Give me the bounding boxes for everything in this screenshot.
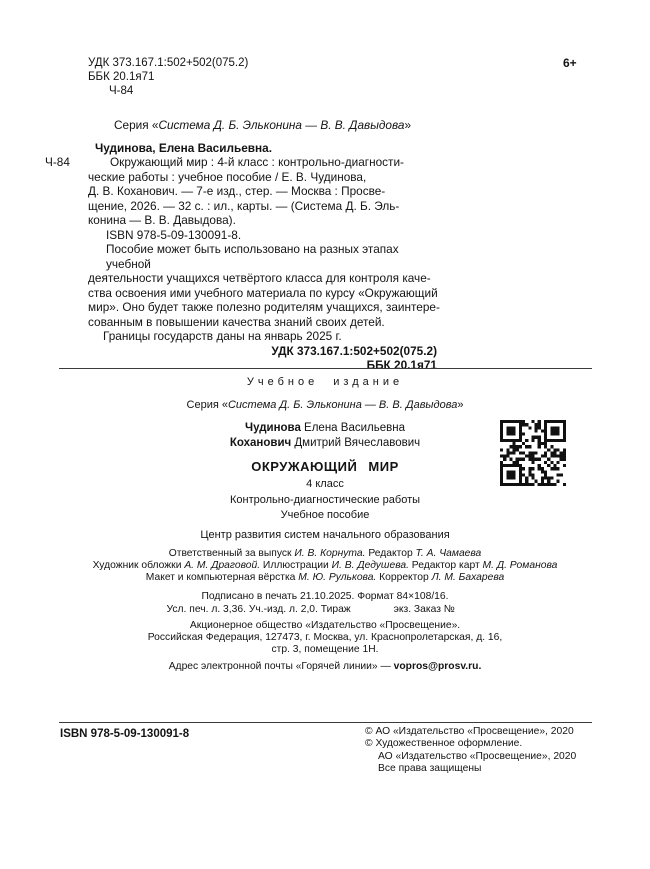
copyright-line: © АО «Издательство «Просвещение», 2020 bbox=[365, 726, 574, 737]
print-info bbox=[0, 590, 650, 616]
author1-name: Елена Васильевна bbox=[300, 422, 405, 434]
copyright-block bbox=[365, 726, 576, 776]
credits-line bbox=[0, 560, 650, 572]
credit-name: И. В. Дедушева. bbox=[331, 559, 409, 571]
credit-role: Корректор bbox=[376, 571, 432, 583]
borders-note: Границы государств даны на январь 2025 г. bbox=[103, 329, 342, 343]
book-title: ОКРУЖАЮЩИЙ МИР bbox=[251, 459, 399, 474]
bbk-code: ББК 20.1я71 bbox=[88, 71, 155, 83]
subtitle-line: Контрольно-диагностические работы bbox=[229, 493, 421, 506]
credit-role: Ответственный за выпуск bbox=[168, 547, 295, 559]
bib-line: Окружающий мир : 4-й класс : контрольно-диагности- bbox=[110, 155, 404, 169]
edition-series bbox=[0, 399, 650, 412]
bib-line: конина — В. В. Давыдова). bbox=[88, 213, 236, 227]
publisher-address: Российская Федерация, 127473, г. Москва, ул. Краснопролетарская, д. 16, bbox=[147, 631, 503, 643]
isbn-bottom: ISBN 978-5-09-130091-8 bbox=[60, 728, 190, 740]
publisher-info bbox=[0, 620, 650, 656]
author-sign-code: Ч-84 bbox=[109, 85, 134, 97]
publisher-name: Акционерное общество «Издательство «Просвещение». bbox=[189, 619, 461, 631]
series-suffix: » bbox=[404, 118, 411, 132]
isbn-line: ISBN 978-5-09-130091-8. bbox=[106, 227, 242, 242]
annotation-line: мир». Оно будет также полезно родителям учащихся, заинтере- bbox=[88, 300, 440, 314]
credit-name: Т. А. Чамаева bbox=[415, 547, 482, 559]
credit-role: Редактор карт bbox=[408, 559, 483, 571]
bib-line: щение, 2026. — 32 с. : ил., карты. — (Система Д. Б. Эль- bbox=[88, 198, 400, 213]
credit-role: Редактор bbox=[365, 547, 416, 559]
copyright-line: АО «Издательство «Просвещение», 2020 bbox=[378, 750, 577, 762]
copyright-line: © Художественное оформление. bbox=[365, 738, 523, 750]
center-line: Центр развития систем начального образования bbox=[200, 528, 450, 541]
author2-name: Дмитрий Вячеславович bbox=[291, 437, 421, 449]
edition-type: Учебное издание bbox=[246, 376, 404, 388]
staff-credits bbox=[0, 548, 650, 584]
bib-author-code: Ч-84 bbox=[45, 155, 70, 169]
series-line bbox=[88, 118, 437, 133]
hotline-email-line bbox=[0, 660, 650, 673]
edition-series-prefix: Серия « bbox=[186, 399, 228, 411]
edition-series-suffix: » bbox=[457, 399, 464, 411]
credit-role: Иллюстрации bbox=[260, 559, 332, 571]
series-prefix: Серия « bbox=[113, 118, 159, 132]
credit-name: М. Ю. Рулькова. bbox=[298, 571, 377, 583]
email-address: vopros@prosv.ru. bbox=[393, 660, 482, 672]
credit-name: Л. М. Бахарева bbox=[431, 571, 505, 583]
qr-code bbox=[500, 420, 566, 486]
email-prefix: Адрес электронной почты «Горячей линии» — bbox=[168, 660, 394, 672]
credit-name: И. В. Корнута. bbox=[294, 547, 366, 559]
bbk-code-bold: ББК 20.1я71 bbox=[366, 358, 437, 372]
author-heading: Чудинова, Елена Васильевна. bbox=[95, 140, 272, 155]
print-date-line: Подписано в печать 21.10.2025. Формат 84×108/16. bbox=[201, 590, 449, 602]
divider-line-top bbox=[59, 368, 592, 369]
bibliographic-entry bbox=[45, 155, 445, 242]
author2-surname: Коханович bbox=[229, 437, 292, 449]
publisher-address-2: стр. 3, помещение 1Н. bbox=[271, 643, 379, 655]
annotation-line: деятельности учащихся четвёртого класса для контроля каче- bbox=[88, 271, 431, 285]
classification-codes bbox=[88, 56, 248, 98]
kind-line: Учебное пособие bbox=[280, 509, 370, 521]
author1-surname: Чудинова bbox=[245, 422, 301, 434]
print-volume-line: Усл. печ. л. 3,36. Уч.-изд. л. 2,0. Тираж экз. Заказ № bbox=[166, 603, 484, 615]
bibliographic-block bbox=[45, 118, 445, 373]
credit-name: М. Д. Романова bbox=[482, 559, 558, 571]
bib-line: ческие работы : учебное пособие / Е. В. Чудинова, bbox=[88, 169, 367, 184]
rights-reserved-line: Все права защищены bbox=[378, 763, 482, 775]
credit-role: Макет и компьютерная вёрстка bbox=[145, 571, 299, 583]
grade-line: 4 класс bbox=[306, 478, 344, 490]
credit-role: Художник обложки bbox=[92, 559, 185, 571]
annotation-line: Пособие может быть использовано на разных этапах учебной bbox=[106, 242, 399, 271]
edition-series-name: Система Д. Б. Эльконина — В. В. Давыдова bbox=[227, 399, 458, 411]
series-name: Система Д. Б. Эльконина — В. В. Давыдова bbox=[158, 118, 405, 132]
bib-line: Д. В. Коханович. — 7-е изд., стер. — Москва : Просве- bbox=[88, 184, 386, 198]
udk-code: УДК 373.167.1:502+502(075.2) bbox=[88, 57, 249, 69]
udk-code-bold: УДК 373.167.1:502+502(075.2) bbox=[271, 343, 437, 358]
credit-name: А. М. Драговой. bbox=[184, 559, 261, 571]
annotation bbox=[45, 242, 445, 344]
credits-line bbox=[0, 548, 650, 560]
credits-line bbox=[0, 572, 650, 584]
annotation-line: ства освоения ими учебного материала по курсу «Окружающий bbox=[88, 285, 438, 300]
annotation-line: сованным в повышении качества знаний своих детей. bbox=[88, 314, 385, 329]
age-rating-badge: 6+ bbox=[563, 56, 577, 70]
divider-line-bottom bbox=[59, 722, 592, 723]
